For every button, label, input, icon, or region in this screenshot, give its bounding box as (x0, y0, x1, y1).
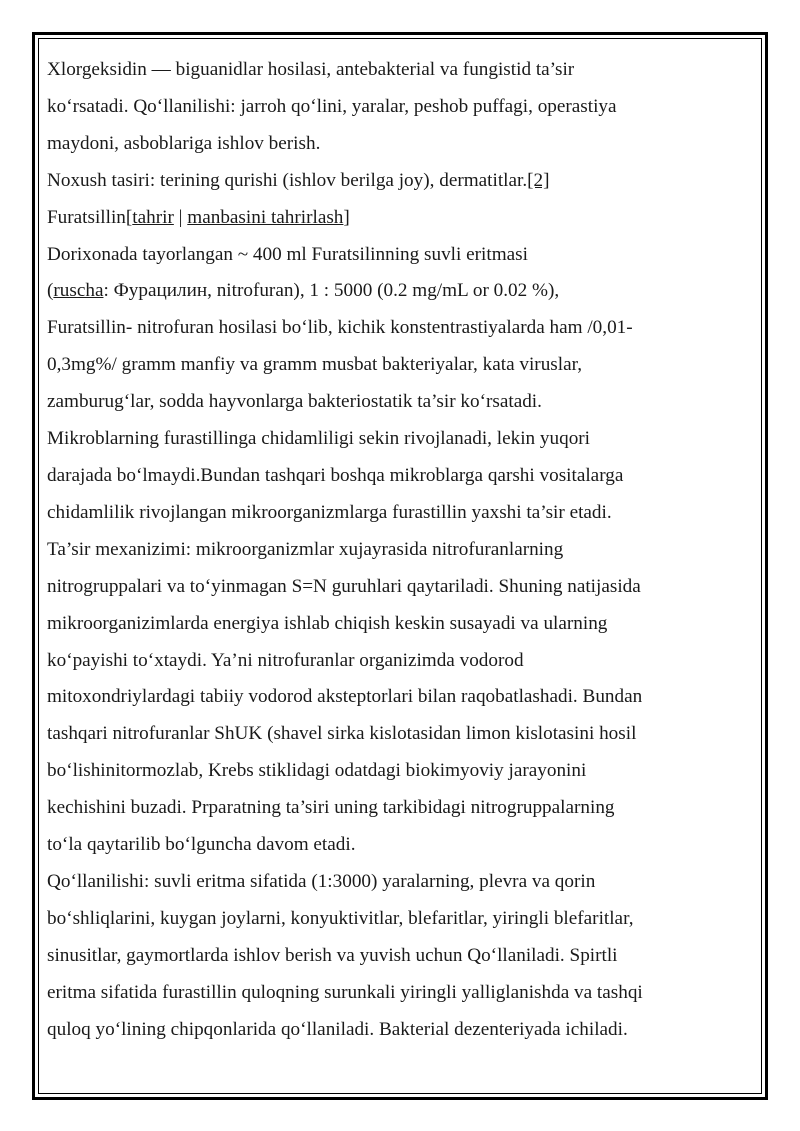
text-segment: Dorixonada tayorlangan ~ 400 ml Furatsilinning suvli eritmasi (47, 243, 528, 265)
inline-link[interactable]: manbasini tahrirlash (187, 206, 344, 228)
text-line (47, 716, 727, 753)
text-segment: 0,3mg%/ gramm manfiy va gramm musbat bakteriyalar, kata viruslar, (47, 354, 583, 376)
text-segment: mikroorganizimlarda energiya ishlab chiqish keskin susayadi va ularning (47, 612, 608, 634)
text-line (47, 532, 727, 569)
text-line (47, 163, 727, 200)
document-body (47, 52, 727, 1048)
text-segment: Xlorgeksidin — biguanidlar hosilasi, antebakterial va fungistid ta’sir (47, 59, 575, 80)
inline-link[interactable]: [2] (527, 169, 550, 191)
text-segment: ] (343, 206, 350, 228)
text-line (47, 1012, 727, 1049)
text-line (47, 901, 727, 938)
text-line (47, 938, 727, 975)
text-line (47, 126, 727, 163)
text-segment: to‘la qaytarilib bo‘lguncha davom etadi. (47, 834, 356, 856)
text-line (47, 310, 727, 347)
text-segment: bo‘lishinitormozlab, Krebs stiklidagi odatdagi biokimyoviy jarayonini (47, 760, 587, 782)
text-segment: Qo‘llanilishi: suvli eritma sifatida (1:3000) yaralarning, plevra va qorin (47, 870, 596, 892)
text-segment: Furatsillin[ (47, 206, 133, 228)
text-segment: mitoxondriylardagi tabiiy vodorod aksteptorlari bilan raqobatlashadi. Bundan (47, 686, 643, 708)
text-line (47, 237, 727, 274)
text-line (47, 384, 727, 421)
text-segment: maydoni, asboblariga ishlov berish. (47, 132, 321, 154)
inline-link[interactable]: tahrir (132, 206, 174, 228)
text-line (47, 52, 727, 89)
inline-link[interactable]: ruscha (53, 280, 104, 302)
text-line (47, 458, 727, 495)
text-line (47, 347, 727, 384)
text-line (47, 273, 727, 310)
text-segment: | (173, 206, 188, 228)
text-line (47, 569, 727, 606)
text-segment: Mikroblarning furastillinga chidamliligi sekin rivojlanadi, lekin yuqori (47, 428, 591, 450)
text-line (47, 200, 727, 237)
text-segment: bo‘shliqlarini, kuygan joylarni, konyuktivitlar, blefaritlar, yiringli blefaritlar, (47, 907, 634, 929)
text-segment: ko‘rsatadi. Qo‘llanilishi: jarroh qo‘lini, yaralar, peshob puffagi, operastiya (47, 95, 617, 117)
text-segment: ( (47, 280, 54, 302)
text-segment: zamburug‘lar, sodda hayvonlarga bakteriostatik ta’sir ko‘rsatadi. (47, 391, 542, 413)
text-segment: chidamlilik rivojlangan mikroorganizmlarga furastillin yaxshi ta’sir etadi. (47, 501, 612, 523)
text-segment: kechishini buzadi. Prparatning ta’siri uning tarkibidagi nitrogruppalarning (47, 797, 615, 819)
text-line (47, 643, 727, 680)
text-segment: sinusitlar, gaymortlarda ishlov berish va yuvish uchun Qo‘llaniladi. Spirtli (47, 944, 618, 966)
text-line (47, 679, 727, 716)
text-line (47, 421, 727, 458)
text-segment: eritma sifatida furastillin quloqning surunkali yiringli yalliglanishda va tashqi (47, 981, 643, 1003)
text-line (47, 606, 727, 643)
text-segment: nitrogruppalari va to‘yinmagan S=N guruhlari qaytariladi. Shuning natijasida (47, 575, 641, 597)
text-segment: : Фурацилин, nitrofuran), 1 : 5000 (0.2 mg/mL or 0.02 %), (103, 280, 560, 302)
text-line (47, 753, 727, 790)
text-segment: Ta’sir mexanizimi: mikroorganizmlar xujayrasida nitrofuranlarning (47, 538, 564, 560)
text-line (47, 864, 727, 901)
text-segment: quloq yo‘lining chipqonlarida qo‘llaniladi. Bakterial dezenteriyada ichiladi. (47, 1018, 628, 1040)
text-line (47, 975, 727, 1012)
text-line (47, 827, 727, 864)
text-segment: Noxush tasiri: terining qurishi (ishlov berilga joy), dermatitlar. (47, 169, 528, 191)
text-line (47, 89, 727, 126)
text-line (47, 495, 727, 532)
text-segment: darajada bo‘lmaydi.Bundan tashqari boshqa mikroblarga qarshi vositalarga (47, 464, 624, 486)
text-segment: tashqari nitrofuranlar ShUK (shavel sirka kislotasidan limon kislotasini hosil (47, 723, 637, 745)
text-line (47, 790, 727, 827)
text-segment: ko‘payishi to‘xtaydi. Ya’ni nitrofuranlar organizimda vodorod (47, 649, 524, 671)
text-segment: Furatsillin- nitrofuran hosilasi bo‘lib, kichik konstentrastiyalarda ham /0,01- (47, 317, 633, 339)
